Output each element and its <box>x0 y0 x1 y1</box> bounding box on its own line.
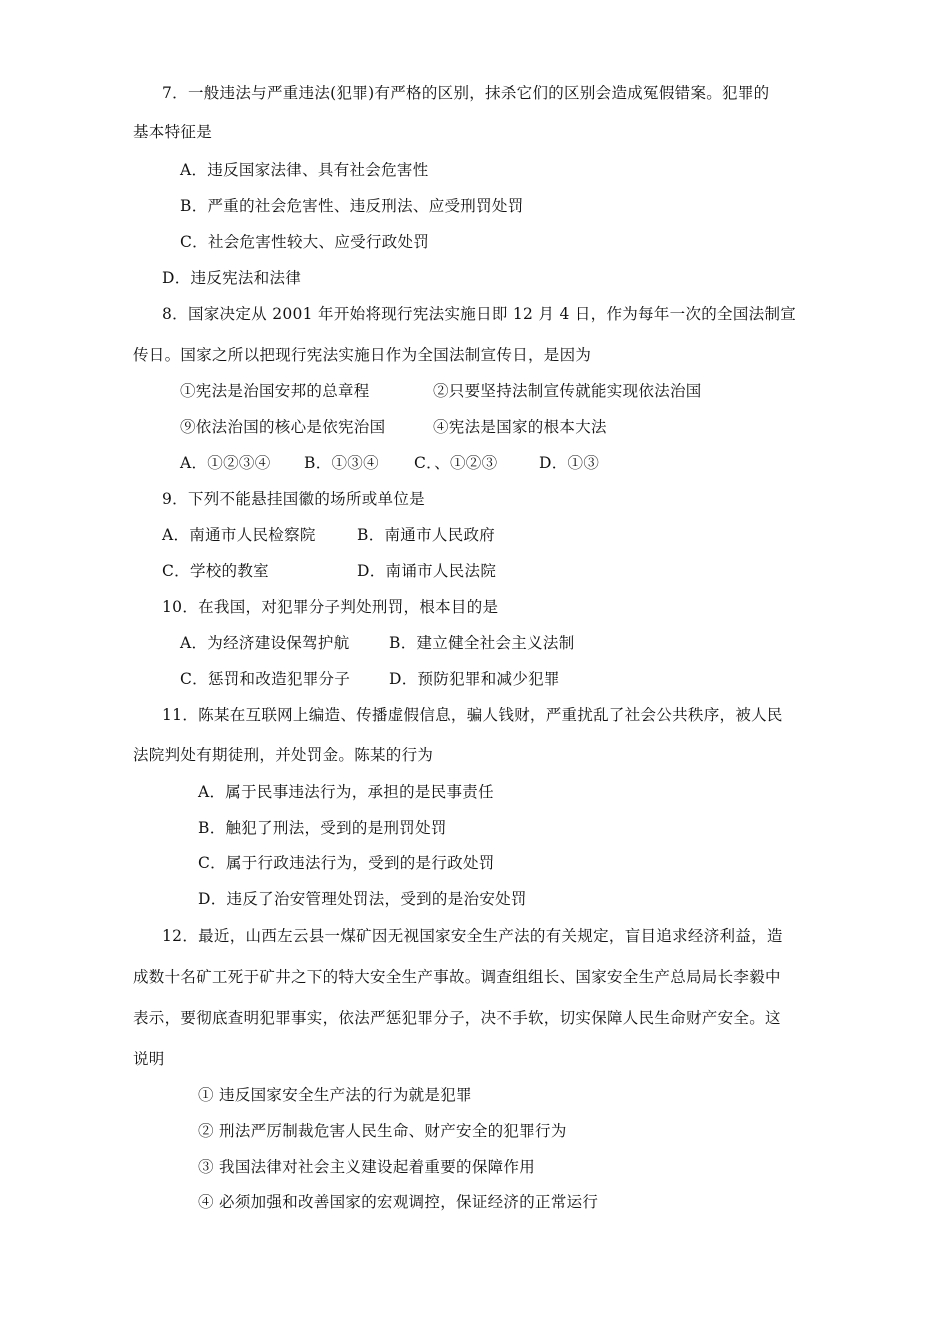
q12-stem-line-3: 表示，要彻底查明犯罪事实，依法严惩犯罪分子，决不手软，切实保障人民生命财产安全。这 <box>133 1009 781 1027</box>
q10-option-a: A．为经济建设保驾护航 <box>180 634 350 652</box>
q12-statement-1: ① 违反国家安全生产法的行为就是犯罪 <box>198 1086 472 1104</box>
q8-statement-3: ⑨依法治国的核心是依宪治国 <box>180 418 386 436</box>
q8-option-a: A．①②③④ <box>180 454 271 472</box>
q9-option-c: C．学校的教室 <box>162 562 269 580</box>
q7-option-a: A．违反国家法律、具有社会危害性 <box>180 161 429 179</box>
q8-stem-line-2: 传日。国家之所以把现行宪法实施日作为全国法制宣传日，是因为 <box>133 346 592 364</box>
q10-option-d: D．预防犯罪和减少犯罪 <box>389 670 560 688</box>
q9-option-d: D．南诵市人民法院 <box>357 562 497 580</box>
q9-option-b: B．南通市人民政府 <box>357 526 496 544</box>
q11-option-a: A．属于民事违法行为，承担的是民事责任 <box>198 783 494 801</box>
q11-option-d: D．违反了治安管理处罚法，受到的是治安处罚 <box>198 890 527 908</box>
q8-option-b: B．①③④ <box>304 454 379 472</box>
q11-stem-line-2: 法院判处有期徒刑，并处罚金。陈某的行为 <box>133 746 434 764</box>
q12-stem-line-1: 12．最近，山西左云县一煤矿因无视国家安全生产法的有关规定，盲目追求经济利益，造 <box>162 927 783 945</box>
q12-statement-2: ② 刑法严厉制裁危害人民生命、财产安全的犯罪行为 <box>198 1122 567 1140</box>
q10-option-c: C．惩罚和改造犯罪分子 <box>180 670 351 688</box>
q7-option-c: C．社会危害性较大、应受行政处罚 <box>180 233 430 251</box>
q7-option-d: D．违反宪法和法律 <box>162 269 302 287</box>
q12-stem-line-4: 说明 <box>133 1050 165 1068</box>
q11-option-b: B．触犯了刑法，受到的是刑罚处罚 <box>198 819 447 837</box>
q8-option-d: D．①③ <box>539 454 600 472</box>
q8-statement-4: ④宪法是国家的根本大法 <box>433 418 607 436</box>
q8-option-c: C．、①②③ <box>414 454 498 472</box>
q12-statement-4: ④ 必须加强和改善国家的宏观调控，保证经济的正常运行 <box>198 1193 599 1211</box>
q9-stem: 9．下列不能悬挂国徽的场所或单位是 <box>162 490 425 508</box>
q12-statement-3: ③ 我国法律对社会主义建设起着重要的保障作用 <box>198 1158 536 1176</box>
q11-stem-line-1: 11．陈某在互联网上编造、传播虚假信息，骗人钱财，严重扰乱了社会公共秩序，被人民 <box>162 706 783 724</box>
q9-option-a: A．南通市人民检察院 <box>162 526 316 544</box>
q8-statement-2: ②只要坚持法制宣传就能实现依法治国 <box>433 382 702 400</box>
q7-stem-line-1: 7．一般违法与严重违法(犯罪)有严格的区别，抹杀它们的区别会造成冤假错案。犯罪的 <box>162 84 770 102</box>
q12-stem-line-2: 成数十名矿工死于矿井之下的特大安全生产事故。调查组组长、国家安全生产总局局长李毅中 <box>133 968 781 986</box>
q7-option-b: B．严重的社会危害性、违反刑法、应受刑罚处罚 <box>180 197 524 215</box>
q7-stem-line-2: 基本特征是 <box>133 123 213 141</box>
q11-option-c: C．属于行政违法行为，受到的是行政处罚 <box>198 854 495 872</box>
q10-stem: 10．在我国，对犯罪分子判处刑罚，根本目的是 <box>162 598 499 616</box>
q10-option-b: B．建立健全社会主义法制 <box>389 634 575 652</box>
q8-statement-1: ①宪法是治国安邦的总章程 <box>180 382 370 400</box>
q8-stem-line-1: 8．国家决定从 2001 年开始将现行宪法实施日即 12 月 4 日，作为每年一次的全国法制宣 <box>162 305 797 323</box>
